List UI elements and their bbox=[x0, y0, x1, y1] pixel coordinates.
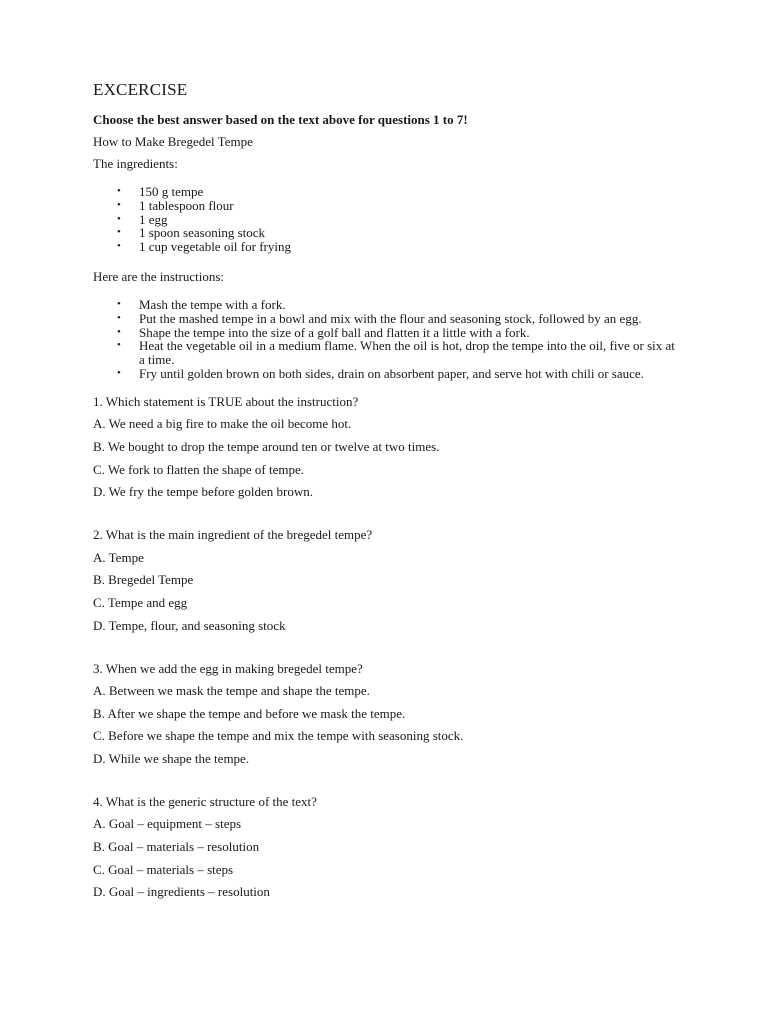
instructions-heading: Here are the instructions: bbox=[93, 268, 225, 284]
question-text: 1. Which statement is TRUE about the instruction? bbox=[93, 393, 359, 409]
answer-option: A. Goal – equipment – steps bbox=[93, 816, 242, 832]
list-item: • 1 egg bbox=[139, 213, 683, 227]
question-text: 2. What is the main ingredient of the bregedel tempe? bbox=[93, 527, 373, 543]
answer-option: A. Between we mask the tempe and shape the tempe. bbox=[93, 683, 370, 699]
ingredients-list bbox=[93, 185, 683, 254]
ingredients-heading: The ingredients: bbox=[93, 156, 178, 171]
list-item: • 1 tablespoon flour bbox=[139, 199, 683, 213]
answer-option: A. Tempe bbox=[93, 549, 144, 565]
answer-option: B. Bregedel Tempe bbox=[93, 572, 194, 588]
question-1 bbox=[93, 394, 683, 500]
answer-option: C. Goal – materials – steps bbox=[93, 861, 234, 877]
answer-option: B. Goal – materials – resolution bbox=[93, 839, 260, 855]
list-item: • Fry until golden brown on both sides, drain on absorbent paper, and serve hot with chili or sauce. bbox=[139, 367, 683, 381]
list-item: • Shape the tempe into the size of a golf ball and flatten it a little with a fork. bbox=[139, 326, 683, 340]
list-item: • Mash the tempe with a fork. bbox=[139, 298, 683, 312]
question-text: 3. When we add the egg in making bregedel tempe? bbox=[93, 660, 363, 676]
list-item: • 1 spoon seasoning stock bbox=[139, 226, 683, 240]
answer-option: D. While we shape the tempe. bbox=[93, 750, 250, 766]
list-item: • Heat the vegetable oil in a medium flame. When the oil is hot, drop the tempe into the oil, five or six at a time. bbox=[139, 339, 683, 367]
question-3 bbox=[93, 661, 683, 767]
list-item: • 1 cup vegetable oil for frying bbox=[139, 240, 683, 254]
answer-option: D. Tempe, flour, and seasoning stock bbox=[93, 617, 286, 633]
question-2 bbox=[93, 527, 683, 633]
answer-option: C. Before we shape the tempe and mix the tempe with seasoning stock. bbox=[93, 728, 464, 744]
document-page bbox=[93, 78, 683, 900]
answer-option: B. We bought to drop the tempe around ten or twelve at two times. bbox=[93, 438, 440, 454]
list-item: • 150 g tempe bbox=[139, 185, 683, 199]
exercise-instruction: Choose the best answer based on the text above for questions 1 to 7! bbox=[93, 112, 468, 127]
question-text: 4. What is the generic structure of the text? bbox=[93, 793, 317, 809]
list-item: • Put the mashed tempe in a bowl and mix with the flour and seasoning stock, followed by an egg. bbox=[139, 312, 683, 326]
answer-option: B. After we shape the tempe and before we mask the tempe. bbox=[93, 705, 406, 721]
answer-option: D. We fry the tempe before golden brown. bbox=[93, 484, 314, 500]
answer-option: C. Tempe and egg bbox=[93, 594, 188, 610]
steps-list bbox=[93, 298, 683, 381]
recipe-title: How to Make Bregedel Tempe bbox=[93, 134, 253, 149]
answer-option: D. Goal – ingredients – resolution bbox=[93, 884, 270, 900]
page-title: EXCERCISE bbox=[93, 80, 188, 99]
answer-option: A. We need a big fire to make the oil become hot. bbox=[93, 416, 352, 432]
answer-option: C. We fork to flatten the shape of tempe. bbox=[93, 461, 304, 477]
question-4 bbox=[93, 794, 683, 900]
